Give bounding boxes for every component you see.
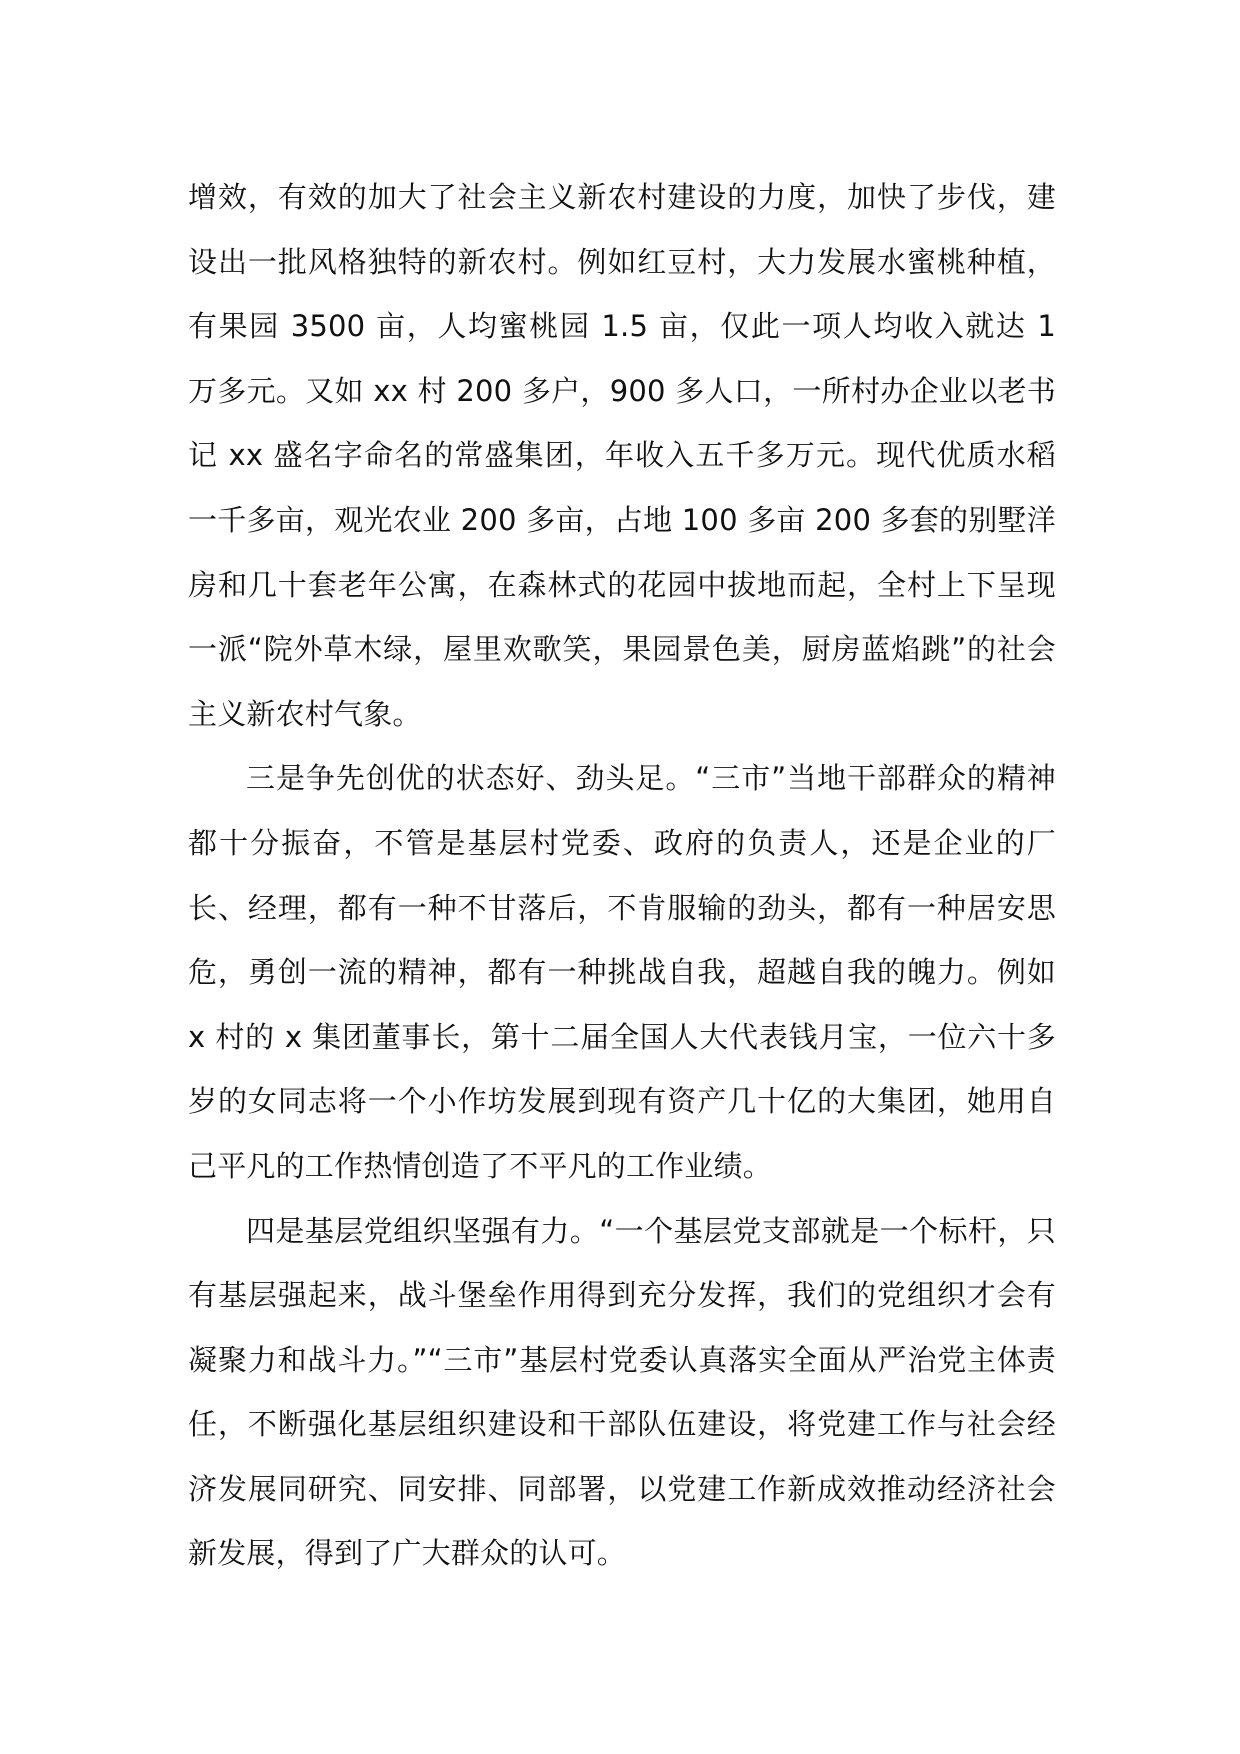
paragraph-point-four: 四是基层党组织坚强有力。“一个基层党支部就是一个标杆，只有基层强起来，战斗堡垒作用得到充分发挥，我们的党组织才会有凝聚力和战斗力。”“三市”基层村党委认真落实全面从严治党主体责任，不断强化基层组织建设和干部队伍建设，将党建工作与社会经济发展同研究、同安排、同部署，以党建工作新成效推动经济社会新发展，得到了广大群众的认可。: [188, 1213, 1056, 1571]
paragraph-continuation: 增效，有效的加大了社会主义新农村建设的力度，加快了步伐，建设出一批风格独特的新农村。例如红豆村，大力发展水蜜桃种植，有果园 3500 亩，人均蜜桃园 1.5 亩，仅此一项人均收入就达 1 万多元。又如 xx 村 200 多户，900 多人口，一所村办企业以老书记 xx 盛名字命名的常盛集团，年收入五千多万元。现代优质水稻一千多亩，观光农业 200 多亩，占地 100 多亩 200 多套的别墅洋房和几十套老年公寓，在森林式的花园中拔地而起，全村上下呈现一派“院外草木绿，屋里欢歌笑，果园景色美，厨房蓝焰跳”的社会主义新农村气象。: [188, 180, 1056, 731]
body-text: [188, 165, 1056, 1586]
paragraph-point-three: 三是争先创优的状态好、劲头足。“三市”当地干部群众的精神都十分振奋，不管是基层村党委、政府的负责人，还是企业的厂长、经理，都有一种不甘落后，不肯服输的劲头，都有一种居安思危，勇创一流的精神，都有一种挑战自我，超越自我的魄力。例如 x 村的 x 集团董事长，第十二届全国人大代表钱月宝，一位六十多岁的女同志将一个小作坊发展到现有资产几十亿的大集团，她用自己平凡的工作热情创造了不平凡的工作业绩。: [188, 761, 1056, 1183]
